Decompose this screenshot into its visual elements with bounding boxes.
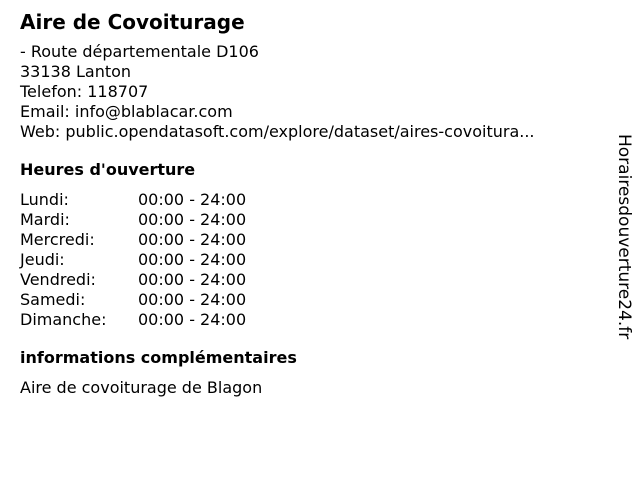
address-block <box>20 42 600 142</box>
brand-watermark: Horairesdouverture24.fr <box>614 134 634 340</box>
street-address: - Route départementale D106 <box>20 42 259 61</box>
additional-info-heading: informations complémentaires <box>20 348 297 367</box>
time-range: 00:00 - 24:00 <box>138 230 247 249</box>
place-title: Aire de Covoiturage <box>20 10 245 34</box>
hours-row-sunday <box>20 310 246 330</box>
day-label: Jeudi: <box>20 250 65 269</box>
hours-row-friday <box>20 270 246 290</box>
day-label: Vendredi: <box>20 270 96 289</box>
website-link[interactable]: public.opendatasoft.com/explore/dataset/aires-covoitura... <box>65 122 535 141</box>
time-range: 00:00 - 24:00 <box>138 250 247 269</box>
day-label: Lundi: <box>20 190 69 209</box>
web-label: Web: <box>20 122 61 141</box>
time-range: 00:00 - 24:00 <box>138 290 247 309</box>
hours-row-monday <box>20 190 246 210</box>
web-line <box>20 122 600 142</box>
hours-row-saturday <box>20 290 246 310</box>
time-range: 00:00 - 24:00 <box>138 310 247 329</box>
day-label: Dimanche: <box>20 310 107 329</box>
place-card <box>20 10 600 398</box>
hours-row-wednesday <box>20 230 246 250</box>
day-label: Samedi: <box>20 290 86 309</box>
email-value[interactable]: info@blablacar.com <box>74 102 233 121</box>
day-label: Mardi: <box>20 210 70 229</box>
time-range: 00:00 - 24:00 <box>138 190 247 209</box>
email-line <box>20 102 600 122</box>
phone-label: Telefon: <box>20 82 83 101</box>
time-range: 00:00 - 24:00 <box>138 270 247 289</box>
time-range: 00:00 - 24:00 <box>138 210 247 229</box>
postal-city: 33138 Lanton <box>20 62 132 81</box>
opening-hours-heading: Heures d'ouverture <box>20 160 196 179</box>
hours-row-thursday <box>20 250 246 270</box>
phone-value[interactable]: 118707 <box>87 82 149 101</box>
hours-row-tuesday <box>20 210 246 230</box>
opening-hours-table <box>20 190 246 330</box>
email-label: Email: <box>20 102 70 121</box>
phone-line <box>20 82 600 102</box>
additional-info-text: Aire de covoiturage de Blagon <box>20 378 263 397</box>
day-label: Mercredi: <box>20 230 95 249</box>
